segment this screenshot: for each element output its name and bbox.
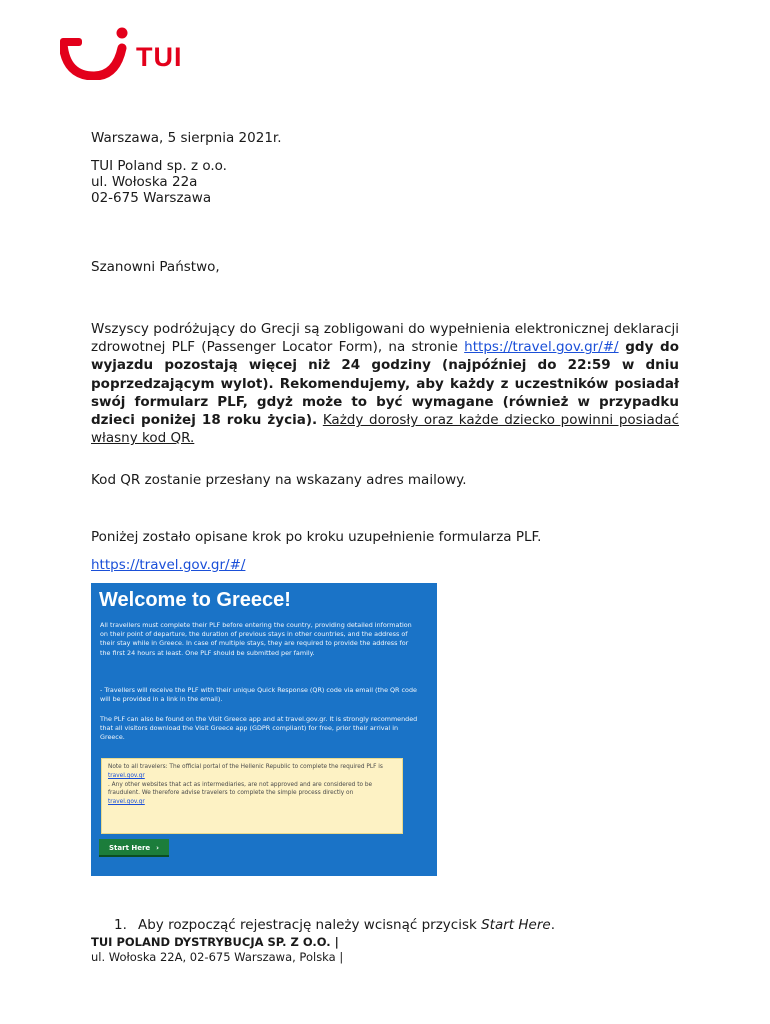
step-number: 1. [114,917,127,933]
tui-smile-logo-icon [60,24,132,80]
date-place: Warszawa, 5 sierpnia 2021r. [91,130,282,146]
note-link-1[interactable]: travel.gov.gr [108,772,145,779]
greeting: Szanowni Państwo, [91,259,220,275]
step-1 [114,917,555,933]
step-text: Aby rozpocząć rejestrację należy wcisnąć przycisk [138,917,482,933]
travel-gov-link-2[interactable]: https://travel.gov.gr/#/ [91,557,246,573]
plf-info-paragraph [91,320,679,447]
footer-address: ul. Wołoska 22A, 02-675 Warszawa, Polska | [91,950,344,964]
address-line-2: ul. Wołoska 22a [91,174,198,190]
screenshot-warning-note [101,758,403,834]
chevron-right-icon: › [156,844,160,852]
address-line-1: TUI Poland sp. z o.o. [91,158,227,174]
para1-text: Wszyscy podróżujący do Grecji są zobligowani do wypełnienia elektronicznej deklaracji zdrowotnej PLF (Passenger Locator Form), na stronie [91,321,679,356]
start-here-label: Start Here [109,844,151,852]
brand-name: TUI [136,42,183,72]
address-line-3: 02-675 Warszawa [91,190,212,206]
screenshot-title: Welcome to Greece! [99,589,291,611]
para1-bold-text: gdy do wyjazdu pozostają więcej niż 24 godziny (najpóźniej do 22:59 w dniu poprzedzającym wylot). Rekomendujemy, aby każdy z uczestników posiadał swój formularz PLF, gdyż może to być wymagane (również w przypadku dzieci poniżej 18 roku życia). [91,339,679,429]
note-text-1: Note to all travelers: The official portal of the Hellenic Republic to complete the required PLF is [108,764,383,770]
start-here-button[interactable] [99,839,169,857]
para1-underlined-text: Każdy dorosły oraz każde dziecko powinni posiadać własny kod QR. [91,412,679,447]
screenshot-paragraph-1: All travellers must complete their PLF before entering the country, providing detailed information on their point of departure, the duration of previous stays in other countries, and the address of their stay while in Greece. In case of multiple stays, they are required to provide the address for the first 24 hours at least. One PLF should be submitted per family. [100,621,412,657]
step-by-step-intro: Poniżej zostało opisane krok po kroku uzupełnienie formularza PLF. [91,529,542,545]
tui-logo [60,24,190,80]
step-emphasis: Start Here [481,917,551,933]
screenshot-paragraph-2: - Travellers will receive the PLF with their unique Quick Response (QR) code via email (the QR code will be provided in a link in the email). [100,686,417,704]
screenshot-paragraph-3: The PLF can also be found on the Visit Greece app and at travel.gov.gr. It is strongly recommended that all visitors download the Visit Greece app (GDPR compliant) for free, prior their arrival in Greece. [100,715,418,742]
note-text-2: . Any other websites that act as intermediaries, are not approved and are considered to be fraudulent. We therefore advise travelers to complete the simple process directly on [108,781,373,797]
travel-gov-link[interactable]: https://travel.gov.gr/#/ [464,339,619,356]
note-link-2[interactable]: travel.gov.gr [108,799,145,806]
footer-company: TUI POLAND DYSTRYBUCJA SP. Z O.O. | [91,935,339,949]
welcome-to-greece-screenshot [91,583,437,876]
step-end: . [550,917,555,933]
qr-email-note: Kod QR zostanie przesłany na wskazany adres mailowy. [91,472,467,488]
